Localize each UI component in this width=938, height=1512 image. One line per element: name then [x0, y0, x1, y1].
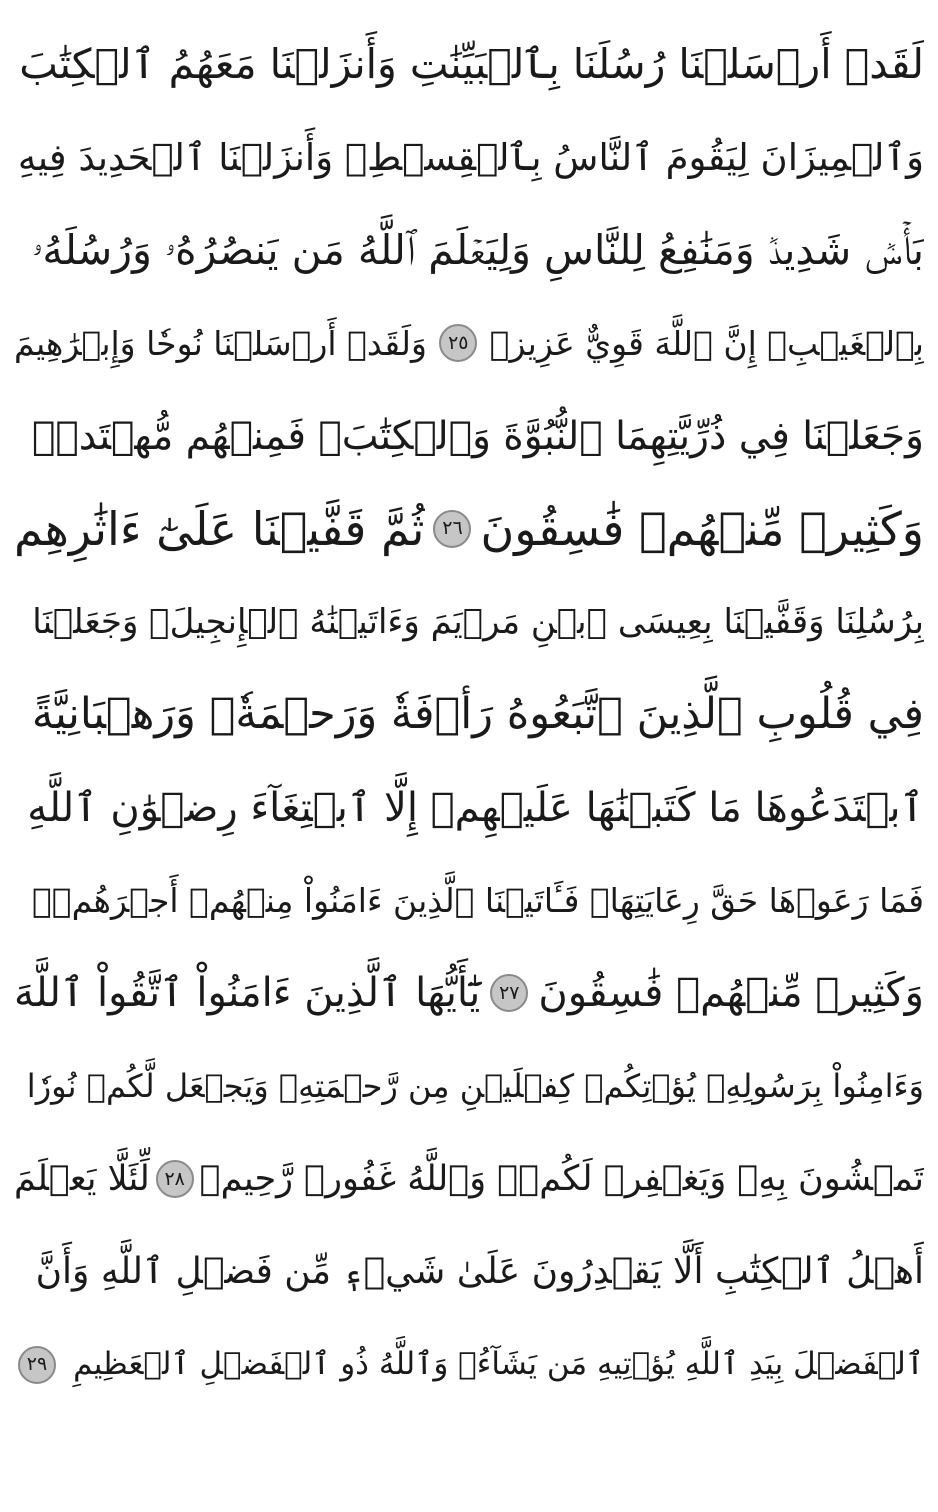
verse-text: لِّئَلَّا يَعۡلَمَ [14, 1158, 150, 1199]
text-line-14 [14, 1226, 924, 1319]
verse-text: ثُمَّ قَفَّيۡنَا عَلَىٰٓ ءَاثَٰرِهِم [14, 501, 425, 556]
verse-text: بِٱلۡغَيۡبِۚ إِنَّ ٱللَّهَ قَوِيٌّ عَزِيزٞ [489, 323, 924, 363]
ayah-number-marker: ٢٥ [439, 324, 477, 362]
text-line-4 [14, 297, 924, 390]
text-line-5 [14, 390, 924, 483]
verse-text: بِرُسُلِنَا وَقَفَّيۡنَا بِعِيسَى ٱبۡنِ مَرۡيَمَ وَءَاتَيۡنَٰهُ ٱلۡإِنجِيلَۖ وَجَعَلۡنَا [32, 601, 924, 642]
verse-text: وَكَثِيرٞ مِّنۡهُمۡ فَٰسِقُونَ [480, 501, 924, 556]
text-line-15 [14, 1318, 924, 1411]
verse-text: وَٱلۡمِيزَانَ لِيَقُومَ ٱلنَّاسُ بِٱلۡقِسۡطِۖ وَأَنزَلۡنَا ٱلۡحَدِيدَ فِيهِ [17, 135, 924, 179]
verse-text: ٱبۡتَدَعُوهَا مَا كَتَبۡنَٰهَا عَلَيۡهِمۡ إِلَّا ٱبۡتِغَآءَ رِضۡوَٰنِ ٱللَّهِ [27, 784, 924, 831]
verse-text: تَمۡشُونَ بِهِۦ وَيَغۡفِرۡ لَكُمۡۚ وَٱللَّهُ غَفُورٞ رَّحِيمٞ [199, 1158, 924, 1199]
verse-text: أَهۡلُ ٱلۡكِتَٰبِ أَلَّا يَقۡدِرُونَ عَلَىٰ شَيۡءٖ مِّن فَضۡلِ ٱللَّهِ وَأَنَّ [35, 1251, 924, 1293]
ayah-number-marker: ٢٦ [433, 510, 471, 548]
verse-text: وَءَامِنُواْ بِرَسُولِهِۦ يُؤۡتِكُمۡ كِفۡلَيۡنِ مِن رَّحۡمَتِهِۦ وَيَجۡعَل لَّكُمۡ نُورٗا [26, 1067, 924, 1106]
text-line-1 [14, 18, 924, 111]
text-line-11 [14, 947, 924, 1040]
text-line-9 [14, 761, 924, 854]
verse-text: وَكَثِيرٞ مِّنۡهُمۡ فَٰسِقُونَ [538, 970, 924, 1017]
verse-text: فَمَا رَعَوۡهَا حَقَّ رِعَايَتِهَاۖ فَـَٔاتَيۡنَا ٱلَّذِينَ ءَامَنُواْ مِنۡهُمۡ أَجۡرَهُمۡۖ [31, 880, 924, 920]
ayah-number-marker: ٢٨ [156, 1160, 194, 1198]
text-line-10 [14, 854, 924, 947]
verse-text: يَٰٓأَيُّهَا ٱلَّذِينَ ءَامَنُواْ ٱتَّقُواْ ٱللَّهَ [14, 970, 481, 1017]
verse-text: فِي قُلُوبِ ٱلَّذِينَ ٱتَّبَعُوهُ رَأۡفَةٗ وَرَحۡمَةٗۚ وَرَهۡبَانِيَّةً [31, 689, 924, 740]
verse-text: وَلَقَدۡ أَرۡسَلۡنَا نُوحٗا وَإِبۡرَٰهِيمَ [14, 323, 427, 363]
text-line-12 [14, 1040, 924, 1133]
text-line-8 [14, 668, 924, 761]
text-line-2 [14, 111, 924, 204]
verse-text: وَجَعَلۡنَا فِي ذُرِّيَّتِهِمَا ٱلنُّبُوَّةَ وَٱلۡكِتَٰبَۖ فَمِنۡهُم مُّهۡتَدٖۖ [31, 413, 924, 459]
verse-text: بَأۡسٞ شَدِيدٞ وَمَنَٰفِعُ لِلنَّاسِ وَلِيَعۡلَمَ ٱللَّهُ مَن يَنصُرُهُۥ وَرُسُلَهُۥ [32, 225, 924, 274]
verse-text: ٱلۡفَضۡلَ بِيَدِ ٱللَّهِ يُؤۡتِيهِ مَن يَشَآءُۚ وَٱللَّهُ ذُو ٱلۡفَضۡلِ ٱلۡعَظِيمِ [73, 1346, 924, 1383]
text-line-7 [14, 575, 924, 668]
text-line-6 [14, 482, 924, 575]
ayah-number-marker: ٢٩ [18, 1346, 56, 1384]
ayah-number-marker: ٢٧ [490, 974, 528, 1012]
verse-text: لَقَدۡ أَرۡسَلۡنَا رُسُلَنَا بِٱلۡبَيِّنَٰتِ وَأَنزَلۡنَا مَعَهُمُ ٱلۡكِتَٰبَ [19, 39, 924, 88]
text-line-13 [14, 1133, 924, 1226]
text-line-3 [14, 204, 924, 297]
